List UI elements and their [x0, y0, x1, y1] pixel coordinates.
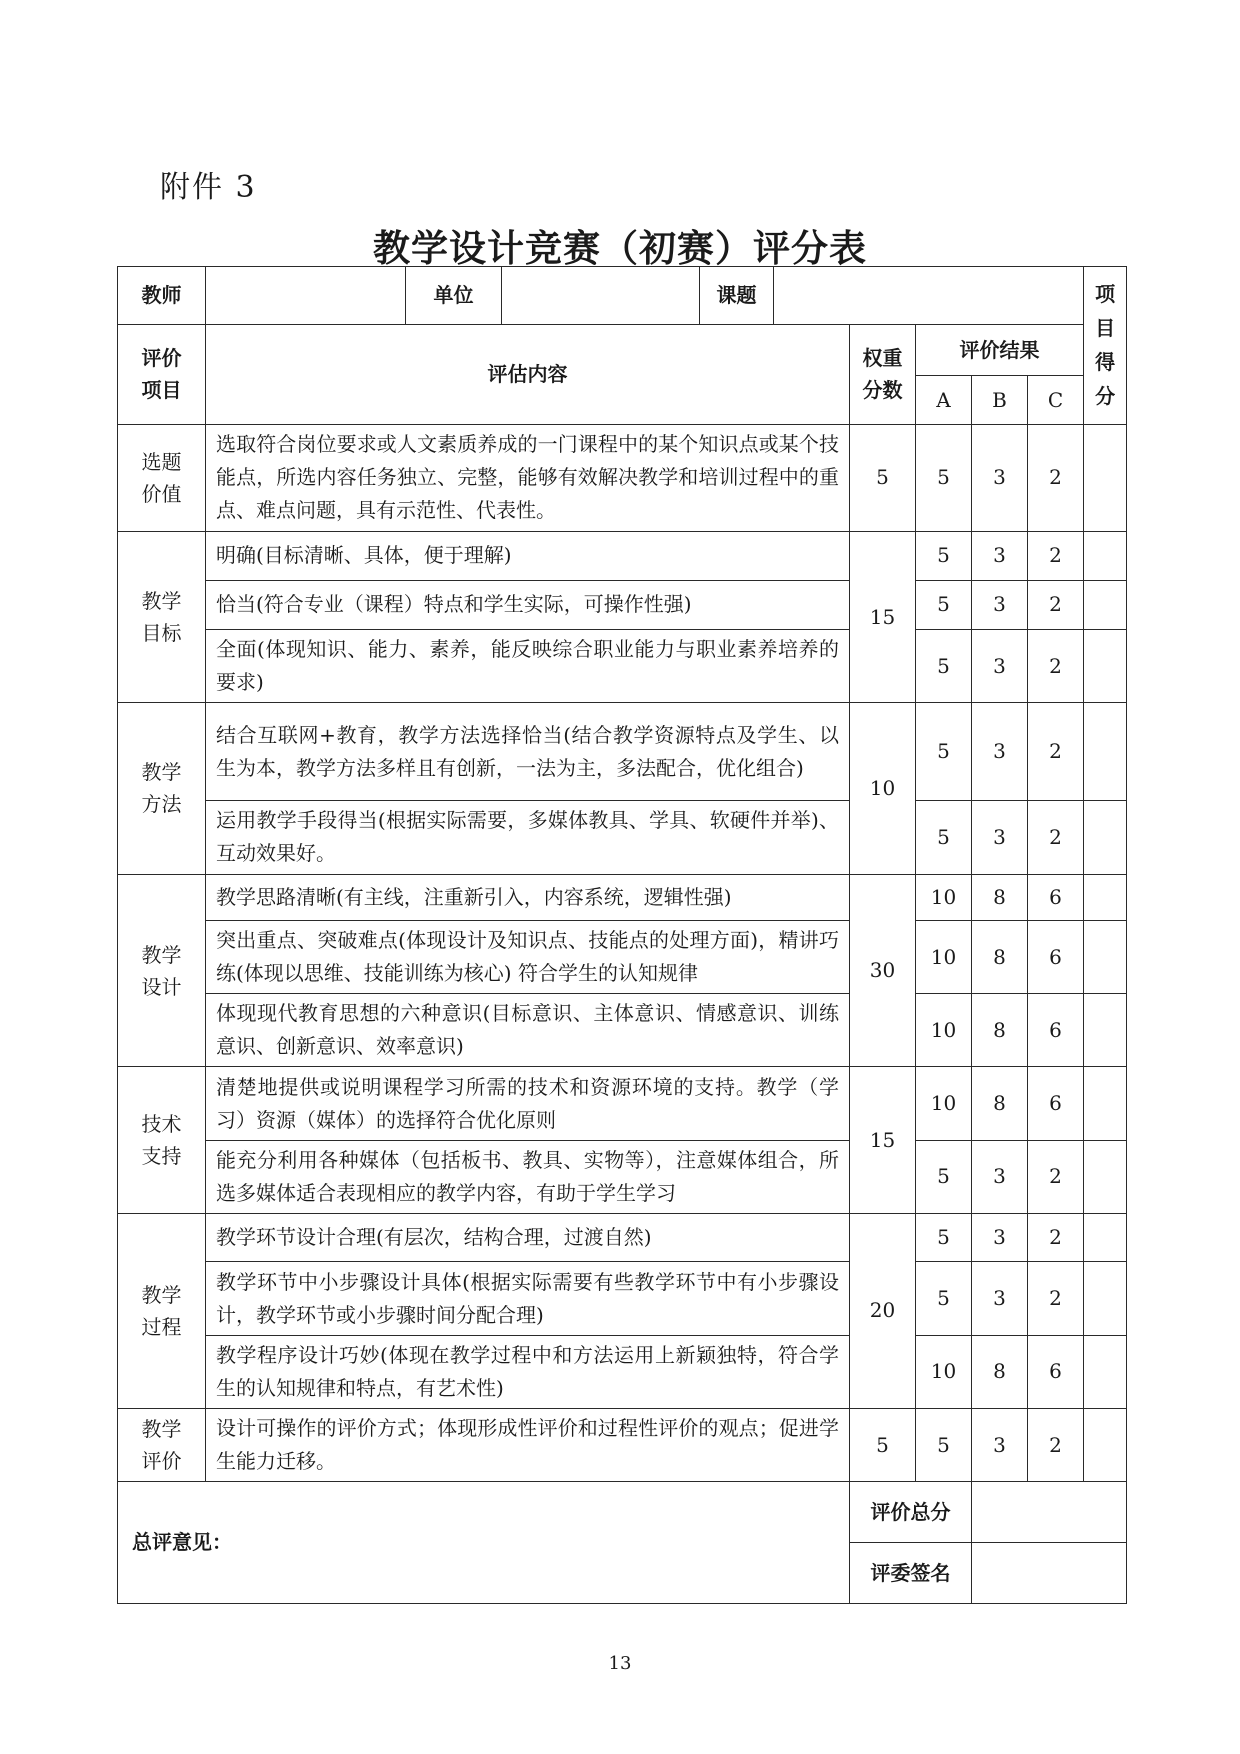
grade-b-score: 8: [972, 994, 1028, 1067]
criterion-text: 教学程序设计巧妙(体现在教学过程中和方法运用上新颖独特，符合学生的认知规律和特点，有艺术性): [206, 1335, 850, 1408]
grade-b-score: 8: [972, 921, 1028, 994]
category-label: 教学 目标: [141, 589, 182, 646]
weight-score: 30: [850, 874, 916, 1067]
grade-a-score: 10: [916, 1067, 972, 1140]
category-label: 选题 价值: [141, 449, 182, 506]
item-column-label: 评价 项目: [141, 346, 182, 403]
unit-field[interactable]: [502, 267, 700, 325]
grade-b-score: 3: [972, 1213, 1028, 1261]
category-cell: [118, 703, 206, 874]
criterion-text: 教学环节设计合理(有层次，结构合理，过渡自然): [206, 1213, 850, 1261]
teacher-field[interactable]: [206, 267, 406, 325]
grade-b-score: 8: [972, 1335, 1028, 1408]
weight-score: 5: [850, 424, 916, 531]
grade-c-score: 2: [1028, 1408, 1084, 1481]
grade-a-score: 10: [916, 874, 972, 920]
grade-c-score: 2: [1028, 1262, 1084, 1335]
table-row: [118, 532, 1127, 580]
grade-c-score: 2: [1028, 424, 1084, 531]
grade-a-score: 5: [916, 1140, 972, 1213]
grade-c-score: 2: [1028, 532, 1084, 580]
unit-label: 单位: [406, 267, 502, 325]
grade-c-score: 2: [1028, 1140, 1084, 1213]
grade-c-score: 6: [1028, 1335, 1084, 1408]
grade-b-score: 3: [972, 1408, 1028, 1481]
criterion-text: 清楚地提供或说明课程学习所需的技术和资源环境的支持。教学（学习）资源（媒体）的选择符合优化原则: [206, 1067, 850, 1140]
project-score-field[interactable]: [1084, 994, 1127, 1067]
table-row: [118, 703, 1127, 801]
grade-b-score: 3: [972, 1140, 1028, 1213]
grade-c-score: 2: [1028, 1213, 1084, 1261]
scoring-table: [117, 266, 1127, 1604]
criterion-text: 明确(目标清晰、具体，便于理解): [206, 532, 850, 580]
criterion-text: 运用教学手段得当(根据实际需要，多媒体教具、学具、软硬件并举)、互动效果好。: [206, 801, 850, 874]
grade-b-score: 3: [972, 532, 1028, 580]
header-info-row: [118, 267, 1127, 325]
grade-a-header: A: [916, 376, 972, 424]
grade-b-score: 3: [972, 424, 1028, 531]
grade-a-score: 5: [916, 532, 972, 580]
overall-comment-label: 总评意见：: [132, 1530, 232, 1555]
grade-a-score: 5: [916, 1408, 972, 1481]
table-row: [118, 1335, 1127, 1408]
project-score-field[interactable]: [1084, 801, 1127, 874]
table-row: [118, 424, 1127, 531]
project-score-field[interactable]: [1084, 1408, 1127, 1481]
grade-a-score: 10: [916, 921, 972, 994]
weight-column-header: [850, 324, 916, 424]
criterion-text: 恰当(符合专业（课程）特点和学生实际，可操作性强): [206, 580, 850, 630]
table-row: [118, 1140, 1127, 1213]
table-row: [118, 1408, 1127, 1481]
page-number: 13: [608, 1653, 632, 1674]
grade-c-score: 6: [1028, 1067, 1084, 1140]
grade-b-score: 3: [972, 580, 1028, 630]
table-row: [118, 801, 1127, 874]
criterion-text: 能充分利用各种媒体（包括板书、教具、实物等），注意媒体组合，所选多媒体适合表现相应的教学内容，有助于学生学习: [206, 1140, 850, 1213]
table-row: [118, 1213, 1127, 1261]
grade-a-score: 10: [916, 994, 972, 1067]
judge-signature-field[interactable]: [972, 1543, 1127, 1604]
grade-b-score: 3: [972, 1262, 1028, 1335]
topic-field[interactable]: [774, 267, 1084, 325]
category-cell: [118, 424, 206, 531]
grade-c-score: 2: [1028, 703, 1084, 801]
category-label: 技术 支持: [141, 1112, 182, 1169]
criterion-text: 全面(体现知识、能力、素养，能反映综合职业能力与职业素养培养的要求): [206, 630, 850, 703]
grade-b-score: 8: [972, 874, 1028, 920]
category-label: 教学 方法: [141, 760, 182, 817]
grade-a-score: 5: [916, 424, 972, 531]
grade-c-score: 6: [1028, 994, 1084, 1067]
grade-a-score: 5: [916, 801, 972, 874]
project-score-field[interactable]: [1084, 532, 1127, 580]
table-row: [118, 1067, 1127, 1140]
category-label: 教学 设计: [141, 942, 182, 999]
attachment-label: 附件 3: [160, 170, 257, 205]
project-score-label: 项 目 得 分: [1095, 282, 1116, 409]
grade-b-score: 8: [972, 1067, 1028, 1140]
grade-b-header: B: [972, 376, 1028, 424]
total-score-field[interactable]: [972, 1482, 1127, 1543]
grade-a-score: 5: [916, 1213, 972, 1261]
category-cell: [118, 1408, 206, 1481]
table-row: [118, 630, 1127, 703]
total-score-row: [118, 1482, 1127, 1543]
grade-b-score: 3: [972, 630, 1028, 703]
project-score-field[interactable]: [1084, 630, 1127, 703]
criterion-text: 教学环节中小步骤设计具体(根据实际需要有些教学环节中有小步骤设计，教学环节或小步骤时间分配合理): [206, 1262, 850, 1335]
grade-a-score: 5: [916, 580, 972, 630]
table-row: [118, 580, 1127, 630]
grade-c-score: 2: [1028, 801, 1084, 874]
page-title: 教学设计竞赛（初赛）评分表: [373, 227, 867, 270]
result-column-header: 评价结果: [916, 324, 1084, 376]
project-score-field[interactable]: [1084, 580, 1127, 630]
category-label: 教学 评价: [141, 1417, 182, 1474]
grade-c-score: 2: [1028, 630, 1084, 703]
table-row: [118, 994, 1127, 1067]
category-cell: [118, 874, 206, 1067]
judge-signature-label: 评委签名: [850, 1543, 972, 1604]
total-score-label: 评价总分: [850, 1482, 972, 1543]
project-score-field[interactable]: [1084, 921, 1127, 994]
table-row: [118, 874, 1127, 920]
grade-c-header: C: [1028, 376, 1084, 424]
criterion-text: 突出重点、突破难点(体现设计及知识点、技能点的处理方面)，精讲巧练(体现以思维、技能训练为核心) 符合学生的认知规律: [206, 921, 850, 994]
table-row: [118, 1262, 1127, 1335]
weight-score: 10: [850, 703, 916, 874]
grade-b-score: 3: [972, 801, 1028, 874]
grade-a-score: 5: [916, 630, 972, 703]
table-row: [118, 921, 1127, 994]
criterion-text: 选取符合岗位要求或人文素质养成的一门课程中的某个知识点或某个技能点，所选内容任务独立、完整，能够有效解决教学和培训过程中的重点、难点问题，具有示范性、代表性。: [206, 424, 850, 531]
category-cell: [118, 532, 206, 703]
item-column-header: [118, 324, 206, 424]
project-score-field[interactable]: [1084, 1335, 1127, 1408]
criterion-text: 设计可操作的评价方式；体现形成性评价和过程性评价的观点；促进学生能力迁移。: [206, 1408, 850, 1481]
grade-a-score: 10: [916, 1335, 972, 1408]
column-header-row: [118, 324, 1127, 376]
category-cell: [118, 1213, 206, 1408]
project-score-field[interactable]: [1084, 1140, 1127, 1213]
teacher-label: 教师: [118, 267, 206, 325]
grade-c-score: 2: [1028, 580, 1084, 630]
criterion-text: 结合互联网+教育，教学方法选择恰当(结合教学资源特点及学生、以生为本，教学方法多样且有创新，一法为主，多法配合，优化组合): [206, 703, 850, 801]
weight-column-label: 权重 分数: [862, 346, 903, 403]
grade-b-score: 3: [972, 703, 1028, 801]
weight-score: 5: [850, 1408, 916, 1481]
criterion-text: 教学思路清晰(有主线，注重新引入，内容系统，逻辑性强): [206, 874, 850, 920]
project-score-field[interactable]: [1084, 874, 1127, 920]
project-score-field[interactable]: [1084, 424, 1127, 531]
weight-score: 15: [850, 1067, 916, 1213]
grade-a-score: 5: [916, 703, 972, 801]
project-score-field[interactable]: [1084, 1262, 1127, 1335]
project-score-field[interactable]: [1084, 1213, 1127, 1261]
project-score-field[interactable]: [1084, 1067, 1127, 1140]
weight-score: 15: [850, 532, 916, 703]
project-score-header: [1084, 267, 1127, 425]
project-score-field[interactable]: [1084, 703, 1127, 801]
overall-comment-cell[interactable]: [118, 1482, 850, 1604]
topic-label: 课题: [700, 267, 774, 325]
grade-c-score: 6: [1028, 874, 1084, 920]
grade-c-score: 6: [1028, 921, 1084, 994]
content-column-header: 评估内容: [206, 324, 850, 424]
category-cell: [118, 1067, 206, 1213]
category-label: 教学 过程: [141, 1282, 182, 1339]
weight-score: 20: [850, 1213, 916, 1408]
criterion-text: 体现现代教育思想的六种意识(目标意识、主体意识、情感意识、训练意识、创新意识、效率意识): [206, 994, 850, 1067]
grade-a-score: 5: [916, 1262, 972, 1335]
